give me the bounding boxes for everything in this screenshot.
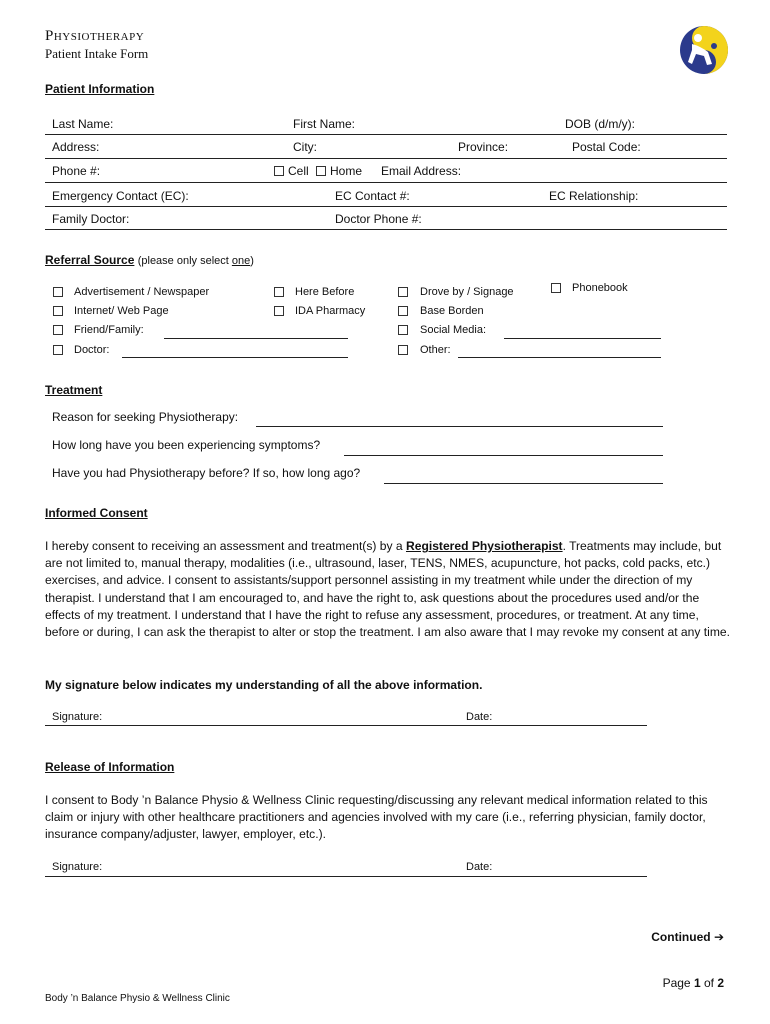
row-divider <box>45 206 727 207</box>
postal-code-label: Postal Code: <box>572 140 641 154</box>
advertisement-label: Advertisement / Newspaper <box>74 286 210 298</box>
consent-date-label: Date: <box>466 711 493 723</box>
symptoms-duration-field[interactable] <box>344 455 663 456</box>
referral-note-one: one <box>231 255 251 267</box>
advertisement-checkbox[interactable] <box>53 287 63 297</box>
consent-paragraph: I hereby consent to receiving an assessment and treatment(s) by a Registered Physiotherapist. Treatments may include, but are not limited to, manual therapy, modalities (i.e., ultrasound, laser, TENS, NMES, acupuncture, hot packs, cold packs, etc.) exercises, and advice. I consent to assistants/support personnel assisting in my treatment while under the direction of my therapist. I understand that I am encouraged to, and have the right to, ask questions about the procedures used and/or the effects of my treatment. I understand that I have the right to refuse any assessment, procedures, or treatment. At any time, before or during, I can ask the therapist to alter or stop the treatment. I am also aware that I may revoke my consent at any time. <box>45 539 730 640</box>
continued-note <box>651 930 724 944</box>
form-title: Physiotherapy <box>45 28 145 44</box>
page-number: Page 1 of 2 <box>662 976 724 990</box>
here-before-label: Here Before <box>295 286 355 298</box>
drove-by-label: Drove by / Signage <box>420 286 514 298</box>
city-label: City: <box>293 140 317 154</box>
informed-consent-heading: Informed Consent <box>45 506 148 520</box>
cell-label: Cell <box>288 164 309 178</box>
registered-physiotherapist: Registered Physiotherapist <box>405 539 563 553</box>
symptoms-duration-label: How long have you been experiencing symptoms? <box>52 438 321 452</box>
other-field[interactable] <box>458 357 661 358</box>
home-checkbox[interactable] <box>316 166 326 176</box>
here-before-checkbox[interactable] <box>274 287 284 297</box>
form-subtitle: Patient Intake Form <box>45 46 149 61</box>
clinic-logo-icon <box>678 24 730 76</box>
patient-information-heading: Patient Information <box>45 82 155 96</box>
doctor-field[interactable] <box>122 357 348 358</box>
friend-family-label: Friend/Family: <box>74 324 144 336</box>
friend-family-field[interactable] <box>164 338 348 339</box>
dob-label: DOB (d/m/y): <box>565 117 636 131</box>
release-date-label: Date: <box>466 861 493 873</box>
row-divider <box>45 134 727 135</box>
ida-pharmacy-label: IDA Pharmacy <box>295 305 366 317</box>
email-label: Email Address: <box>381 164 462 178</box>
ec-contact-label: EC Contact #: <box>335 189 410 203</box>
address-label: Address: <box>52 140 100 154</box>
phonebook-checkbox[interactable] <box>551 283 561 293</box>
ec-relationship-label: EC Relationship: <box>549 189 639 203</box>
consent-signature-line[interactable] <box>45 725 647 726</box>
clinic-footer-name: Body ’n Balance Physio & Wellness Clinic <box>45 993 230 1004</box>
doctor-checkbox[interactable] <box>53 345 63 355</box>
previous-physio-field[interactable] <box>384 483 663 484</box>
release-signature-line[interactable] <box>45 876 647 877</box>
drove-by-checkbox[interactable] <box>398 287 408 297</box>
referral-note: (please only select one) <box>137 255 254 267</box>
referral-source-heading-row <box>45 253 254 267</box>
home-label: Home <box>330 164 363 178</box>
other-checkbox[interactable] <box>398 345 408 355</box>
release-paragraph: I consent to Body ’n Balance Physio & Wellness Clinic requesting/discussing any relevant medical information related to this claim or injury with other healthcare practitioners and agencies involved with my care (i.e., referring physician, family doctor, insurance company/adjuster, lawyer, employer, etc.). <box>45 793 708 842</box>
cell-checkbox[interactable] <box>274 166 284 176</box>
social-media-label: Social Media: <box>420 324 487 336</box>
internet-checkbox[interactable] <box>53 306 63 316</box>
province-label: Province: <box>458 140 509 154</box>
base-borden-checkbox[interactable] <box>398 306 408 316</box>
emergency-contact-label: Emergency Contact (EC): <box>52 189 189 203</box>
other-label: Other: <box>420 344 451 356</box>
first-name-label: First Name: <box>293 117 356 131</box>
row-divider <box>45 182 727 183</box>
consent-statement: My signature below indicates my understanding of all the above information. <box>45 678 483 692</box>
phone-label: Phone #: <box>52 164 101 178</box>
release-heading: Release of Information <box>45 760 175 774</box>
ida-pharmacy-checkbox[interactable] <box>274 306 284 316</box>
social-media-field[interactable] <box>504 338 661 339</box>
release-signature-label: Signature: <box>52 861 103 873</box>
reason-field[interactable] <box>256 426 663 427</box>
previous-physio-label: Have you had Physiotherapy before? If so, how long ago? <box>52 466 361 480</box>
friend-family-checkbox[interactable] <box>53 325 63 335</box>
last-name-label: Last Name: <box>52 117 114 131</box>
referral-source-heading: Referral Source <box>45 253 135 267</box>
continued-label: Continued <box>651 930 711 944</box>
internet-label: Internet/ Web Page <box>74 305 169 317</box>
doctor-phone-label: Doctor Phone #: <box>335 212 422 226</box>
phonebook-label: Phonebook <box>572 282 628 294</box>
social-media-checkbox[interactable] <box>398 325 408 335</box>
row-divider <box>45 229 727 230</box>
row-divider <box>45 158 727 159</box>
right-arrow-icon: ➔ <box>713 930 724 944</box>
base-borden-label: Base Borden <box>420 305 484 317</box>
treatment-heading: Treatment <box>45 383 103 397</box>
family-doctor-label: Family Doctor: <box>52 212 130 226</box>
doctor-label: Doctor: <box>74 344 110 356</box>
consent-signature-label: Signature: <box>52 711 103 723</box>
reason-label: Reason for seeking Physiotherapy: <box>52 410 239 424</box>
